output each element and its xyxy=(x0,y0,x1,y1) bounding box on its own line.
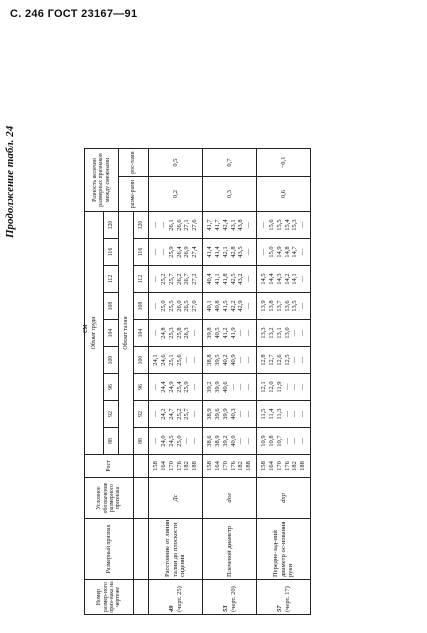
col-height-header-cont xyxy=(134,455,149,478)
value-column: 41,7 41,7 42,4 43,1 43,8 — xyxy=(203,212,257,239)
measurements-table xyxy=(84,148,311,615)
table-row xyxy=(203,149,257,615)
waist-col: 88 xyxy=(134,428,149,455)
col-num-header-cont xyxy=(134,580,149,615)
chest-col: 104 xyxy=(104,320,119,347)
table-continuation-title: Продолжение табл. 24 xyxy=(4,125,16,238)
table-row xyxy=(257,149,311,615)
value-column: — 25,0 25,5 26,0 26,5 27,0 xyxy=(149,293,203,320)
value-column: 10,9 10,8 10,7 — — — xyxy=(257,428,311,455)
value-column: 39,2 39,9 40,6 — — — xyxy=(203,374,257,401)
value-column: 39,8 40,5 41,2 41,9 — — xyxy=(203,320,257,347)
col-feature-header: Размерный признак xyxy=(85,519,134,580)
value-column: — — 26,1 26,6 27,1 27,6 xyxy=(149,212,203,239)
feature-name: Расстояние от линии талии до плоскости сидения xyxy=(149,519,203,580)
value-column: — 15,0 14,9 14,8 14,7 — xyxy=(257,239,311,266)
value-column: — 15,6 15,5 15,4 15,3 — xyxy=(257,212,311,239)
diff-header: Разность величин размерных признаков между смежными xyxy=(85,149,119,212)
waist-group-header: Обхват талии xyxy=(119,212,134,455)
page-header: С. 246 ГОСТ 23167—91 xyxy=(10,8,138,20)
value-column: 41,4 41,4 42,1 42,8 43,5 — xyxy=(203,239,257,266)
chest-col: 108 xyxy=(104,293,119,320)
diff-height-value: 0,7 xyxy=(203,149,257,177)
units-label: см xyxy=(80,324,89,333)
chest-col: 100 xyxy=(104,347,119,374)
value-column: 13,3 13,2 13,1 13,0 — — xyxy=(257,320,311,347)
col-num-header: Номер размер-ного приз-нака на чертеже xyxy=(85,580,134,615)
diff-sizes-header: разме-рами xyxy=(119,177,149,212)
feature-symbol: dпл xyxy=(203,478,257,519)
value-column: 12,8 12,7 12,6 12,5 — — xyxy=(257,347,311,374)
diff-size-value: 0,6 xyxy=(257,177,311,212)
row-number: 49 xyxy=(167,605,175,612)
feature-name: Передне-зад-ний диаметр ос-нования руки xyxy=(257,519,311,580)
value-column: — 24,8 25,3 25,8 26,3 — xyxy=(149,320,203,347)
value-column: 40,1 40,8 41,5 42,2 42,9 — xyxy=(203,293,257,320)
height-values: 158 164 170 176 182 188 xyxy=(257,455,311,478)
chest-col: 116 xyxy=(104,239,119,266)
value-column: 38,9 39,6 39,9 40,3 — — xyxy=(203,401,257,428)
waist-col: 108 xyxy=(134,293,149,320)
value-column: — 25,2 25,7 26,2 26,7 27,2 xyxy=(149,266,203,293)
waist-col: 100 xyxy=(134,347,149,374)
value-column: 14,5 14,4 14,3 14,2 14,1 — xyxy=(257,266,311,293)
value-column: 24,1 24,6 25,1 25,6 — — xyxy=(149,347,203,374)
chest-col: 112 xyxy=(104,266,119,293)
diff-heights-header: рос-тами xyxy=(119,149,149,177)
col-height-header: Рост xyxy=(85,455,134,478)
waist-col: 104 xyxy=(134,320,149,347)
value-column: — 24,0 24,5 25,0 — — xyxy=(149,428,203,455)
waist-col: 112 xyxy=(134,266,149,293)
row-number: 53 xyxy=(221,605,229,612)
row-number-cell xyxy=(257,580,311,615)
waist-col: 116 xyxy=(134,239,149,266)
value-column: — 24,4 24,9 25,4 25,9 — xyxy=(149,374,203,401)
feature-symbol: dпр xyxy=(257,478,311,519)
rotated-table-stage xyxy=(0,53,375,633)
chest-col: 96 xyxy=(104,374,119,401)
chest-col: 120 xyxy=(104,212,119,239)
waist-col: 120 xyxy=(134,212,149,239)
waist-col: 92 xyxy=(134,401,149,428)
value-column: — 24,2 24,7 25,2 25,7 — xyxy=(149,401,203,428)
value-column: 40,4 41,1 41,8 42,5 43,2 — xyxy=(203,266,257,293)
col-symbol-header: Условное обозначение размерного признака xyxy=(85,478,134,519)
height-values: 158 164 170 176 182 188 xyxy=(203,455,257,478)
row-drawing-ref: (черт. 20) xyxy=(229,586,237,612)
feature-name: Плечевой диаметр xyxy=(203,519,257,580)
waist-col: 96 xyxy=(134,374,149,401)
value-column: — — 25,9 26,4 26,9 27,4 xyxy=(149,239,203,266)
row-number-cell xyxy=(203,580,257,615)
chest-col: 92 xyxy=(104,401,119,428)
row-number-cell xyxy=(149,580,203,615)
value-column: 13,9 13,8 13,7 13,6 13,5 — xyxy=(257,293,311,320)
diff-size-value: 0,2 xyxy=(149,177,203,212)
value-column: 12,1 12,0 11,9 — — — xyxy=(257,374,311,401)
value-column: 11,5 11,4 11,3 — — — xyxy=(257,401,311,428)
table-row xyxy=(149,149,203,615)
feature-symbol: Дс xyxy=(149,478,203,519)
chest-col: 88 xyxy=(104,428,119,455)
diff-height-value: 0,5 xyxy=(149,149,203,177)
value-column: 38,6 38,9 39,2 40,0 — — xyxy=(203,428,257,455)
col-feature-header-cont xyxy=(134,519,149,580)
row-drawing-ref: (черт. 25) xyxy=(175,586,183,612)
diff-size-value: 0,3 xyxy=(203,177,257,212)
chest-group-header: Обхват груди xyxy=(85,212,104,455)
row-number: 57 xyxy=(275,605,283,612)
value-column: 38,8 39,5 40,2 40,9 — — xyxy=(203,347,257,374)
height-values: 158 164 170 176 182 188 xyxy=(149,455,203,478)
col-symbol-header-cont xyxy=(134,478,149,519)
row-drawing-ref: (черт. 17) xyxy=(283,586,291,612)
diff-height-value: −0,1 xyxy=(257,149,311,177)
